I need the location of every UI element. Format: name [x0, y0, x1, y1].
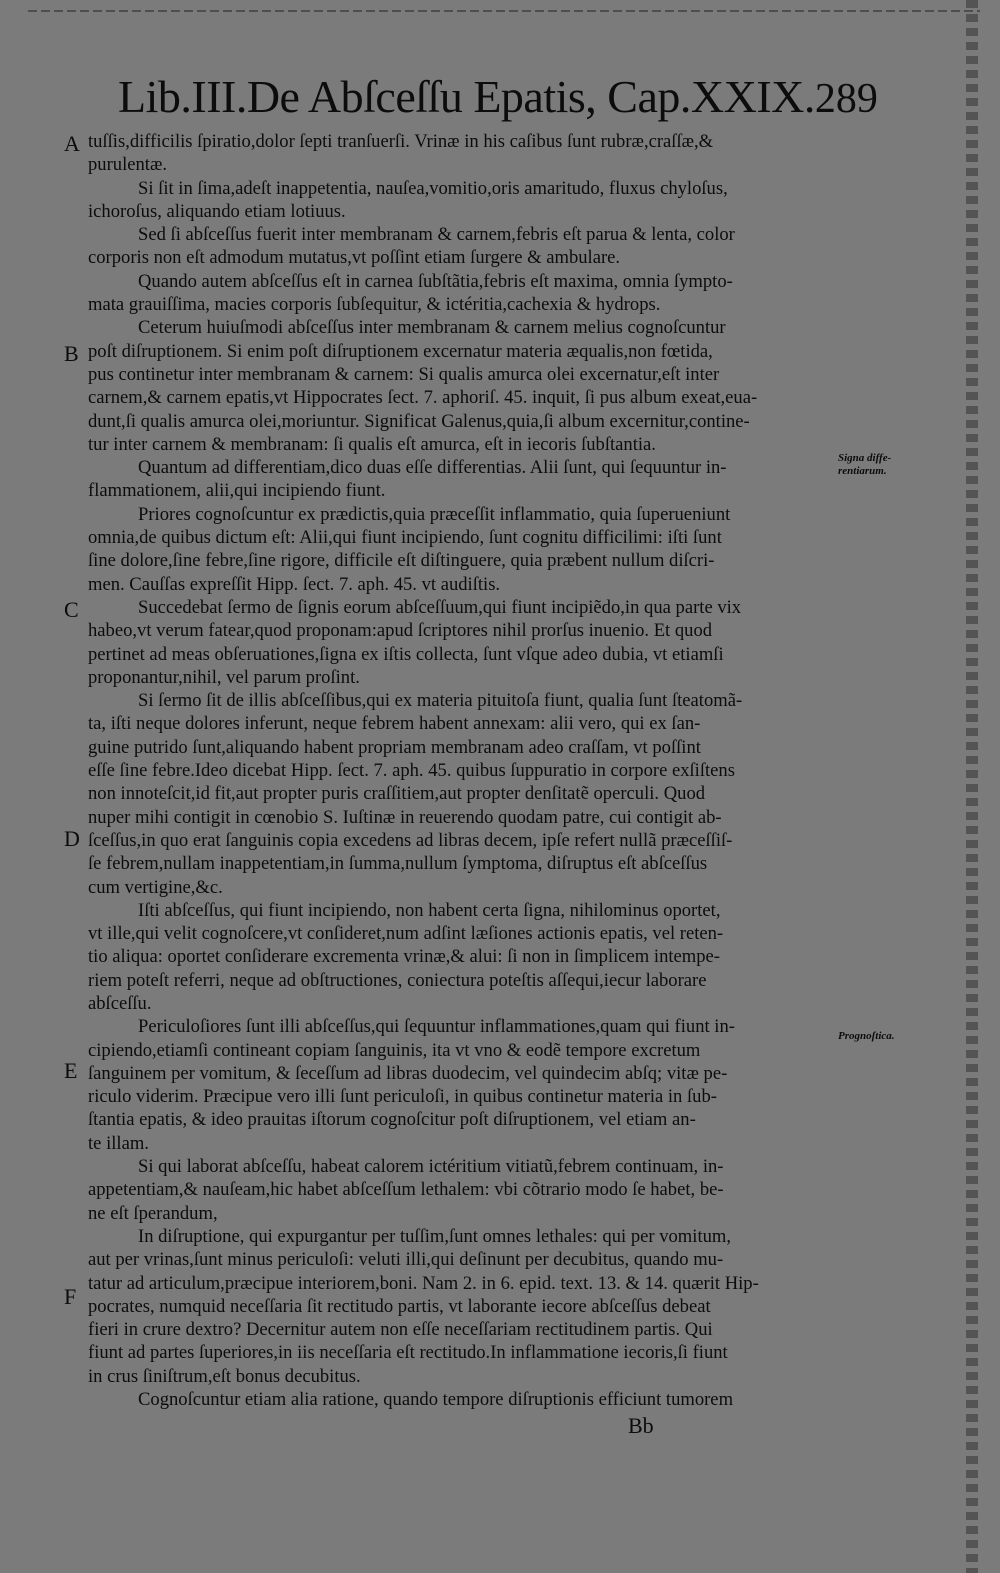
running-head: Lib.III.De Abſceſſu Epatis, Cap.XXIX. [118, 71, 815, 122]
section-marker-a: A [64, 131, 80, 156]
text-line: pocrates, numquid neceſſaria ſit rectitudo partis, vt laborante iecore abſceſſus debeat [88, 1295, 711, 1317]
side-note-signa: Signa diffe-rentiarum. [838, 452, 892, 477]
text-line: ne eſt ſperandum, [88, 1202, 218, 1224]
text-line: Sed ſi abſceſſus fuerit inter membranam & carnem,febris eſt parua & lenta, color [138, 224, 735, 246]
text-line: Ceterum huiuſmodi abſceſſus inter membranam & carnem melius cognoſcuntur [138, 317, 726, 339]
text-line: Quantum ad differentiam,dico duas eſſe differentias. Alii ſunt, qui ſequuntur in- [138, 457, 727, 479]
text-line: corporis non eſt admodum mutatus,vt poſſint etiam ſurgere & ambulare. [88, 247, 621, 269]
text-line: poſt diſruptionem. Si enim poſt diſruptionem excernatur materia æqualis,non fœtida, [88, 340, 713, 362]
text-line: men. Cauſſas expreſſit Hipp. ſect. 7. aph. 45. vt audiſtis. [88, 573, 501, 595]
page-number: 289 [814, 76, 878, 122]
text-line: Priores cognoſcuntur ex prædictis,quia præceſſit inflammatio, quia ſuperueniunt [138, 503, 731, 525]
text-line: fiunt ad partes ſuperiores,in iis neceſſaria eſt rectitudo.In inflammatione iecoris,ſi fiunt [88, 1342, 728, 1364]
text-line: te illam. [88, 1132, 149, 1154]
text-line: ſanguinem per vomitum, & ſeceſſum ad libras duodecim, vel quindecim abſq; vitæ pe- [88, 1062, 728, 1084]
text-line: proponantur,nihil, vel parum proſint. [88, 666, 360, 688]
section-marker-c: C [64, 597, 79, 622]
text-line: Succedebat ſermo de ſignis eorum abſceſſuum,qui fiunt incipiẽdo,in qua parte vix [138, 596, 742, 618]
text-line: habeo,vt verum fatear,quod proponam:apud ſcriptores nihil prorſus inuenio. Et quod [88, 620, 713, 642]
text-line: vt ille,qui velit cognoſcere,vt conſideret,num adſint læſiones actionis epatis, vel reten- [88, 923, 724, 945]
side-note-prognostica: Prognoſtica. [838, 1030, 895, 1042]
text-line: guine putrido ſunt,aliquando habent propriam membranam adeo craſſam, vt poſſint [88, 736, 701, 758]
text-line: carnem,& carnem epatis,vt Hippocrates ſect. 7. aphoriſ. 45. inquit, ſi pus album exeat,eua- [88, 387, 758, 409]
section-marker-d: D [64, 826, 80, 851]
text-line: non innoteſcit,id fit,aut propter puris craſſitiem,aut propter denſitatẽ operculi. Quod [88, 783, 706, 805]
text-line: nuper mihi contigit in cœnobio S. Iuſtinæ in reuerendo quodam patre, cui contigit ab- [88, 806, 722, 828]
text-line: ta, iſti neque dolores inferunt, neque febrem habent annexam: alii vero, qui ex ſan- [88, 713, 701, 735]
text-line: purulentæ. [88, 154, 168, 176]
signature-mark: Bb [628, 1413, 654, 1438]
text-line: Quando autem abſceſſus eſt in carnea ſubſtãtia,febris eſt maxima, omnia ſympto- [138, 270, 733, 292]
text-line: Si ſermo ſit de illis abſceſſibus,qui ex materia pituitoſa fiunt, qualia ſunt ſteatomã- [138, 690, 743, 712]
text-line: fieri in crure dextro? Decernitur autem non eſſe neceſſariam rectitudinem partis. Qui [88, 1319, 713, 1341]
text-line: in crus ſiniſtrum,eſt bonus decubitus. [88, 1365, 361, 1387]
text-line: mata grauiſſima, macies corporis ſubſequitur, & ictéritia,cachexia & hydrops. [88, 294, 661, 316]
text-line: Cognoſcuntur etiam alia ratione, quando tempore diſruptionis efficiunt tumorem [138, 1389, 734, 1411]
section-marker-b: B [64, 341, 79, 366]
text-line: omnia,de quibus dictum eſt: Alii,qui fiunt incipiendo, ſunt cognitu difficilimi: iſti ſunt [88, 527, 722, 549]
section-marker-f: F [64, 1284, 77, 1309]
page-edge [966, 0, 978, 1573]
text-line: cum vertigine,&c. [88, 876, 223, 898]
text-line: Iſti abſceſſus, qui fiunt incipiendo, non habent certa ſigna, nihilominus oportet, [138, 899, 721, 921]
section-marker-e: E [64, 1058, 78, 1083]
page-header [118, 70, 878, 123]
text-line: aut per vrinas,ſunt minus periculoſi: veluti illi,qui deſinunt per decubitus, quando mu- [88, 1249, 724, 1271]
text-line: riculo viderim. Præcipue vero illi ſunt periculoſi, in quibus continetur materia in ſub- [88, 1086, 717, 1108]
text-line: In diſruptione, qui expurgantur per tuſſim,ſunt omnes lethales: qui per vomitum, [138, 1225, 732, 1247]
text-line: tur inter carnem & membranam: ſi qualis eſt amurca, eſt in iecoris ſubſtantia. [88, 433, 656, 455]
top-rule [28, 10, 980, 12]
text-line: appetentiam,& nauſeam,hic habet abſceſſum lethalem: vbi cõtrario modo ſe habet, be- [88, 1179, 724, 1201]
text-line: Si ſit in ſima,adeſt inappetentia, nauſea,vomitio,oris amaritudo, fluxus chyloſus, [138, 177, 728, 199]
text-line: cipiendo,etiamſi contineant copiam ſanguinis, ita vt vno & eodẽ tempore excretum [88, 1039, 701, 1061]
text-line: ſceſſus,in quo erat ſanguinis copia excedens ad libras decem, ipſe refert nullã præceſſiſ- [88, 829, 733, 851]
text-line: ſtantia epatis, & ideo prauitas iſtorum cognoſcitur poſt diſruptionem, vel etiam an- [88, 1109, 696, 1131]
text-line: ſe febrem,nullam inappetentiam,in ſumma,nullum ſymptoma, diſruptus eſt abſceſſus [88, 853, 708, 875]
text-line: abſceſſu. [88, 992, 152, 1014]
text-line: ſine dolore,ſine febre,ſine rigore, difficile eſt diſtinguere, quia præbent nullum diſcri- [88, 550, 715, 572]
text-line: eſſe ſine febre.Ideo dicebat Hipp. ſect. 7. aph. 45. quibus ſuppuratio in corpore exſiſtens [88, 760, 735, 782]
text-line: riem poteſt referri, neque ad obſtructiones, coniectura poteſtis aſſequi,iecur laborare [88, 969, 707, 991]
text-line: tuſſis,difficilis ſpiratio,dolor ſepti tranſuerſi. Vrinæ in his caſibus ſunt rubræ,craſſæ,& [88, 131, 714, 152]
text-line: pus continetur inter membranam & carnem: Si qualis amurca olei excernatur,eſt inter [88, 363, 720, 385]
text-line: Si qui laborat abſceſſu, habeat calorem ictéritium vitiatũ,febrem continuam, in- [138, 1156, 724, 1178]
text-column [88, 130, 830, 1411]
text-line: Periculoſiores ſunt illi abſceſſus,qui ſequuntur inflammationes,quam qui fiunt in- [138, 1016, 735, 1038]
text-line: pertinet ad meas obſeruationes,ſigna ex iſtis collecta, ſunt vſque adeo dubia, vt etiamſi [88, 643, 724, 665]
text-line: tio aliqua: oportet conſiderare excrementa vrinæ,& alui: ſi non in ſimplicem intempe- [88, 946, 720, 968]
text-line: flammationem, alii,qui incipiendo fiunt. [88, 480, 386, 502]
text-line: ichoroſus, aliquando etiam lotiuus. [88, 200, 346, 222]
text-line: dunt,ſi qualis amurca olei,moriuntur. Significat Galenus,quia,ſi album excernitur,contine- [88, 410, 750, 432]
text-line: tatur ad articulum,præcipue interiorem,boni. Nam 2. in 6. epid. text. 13. & 14. quærit Hip- [88, 1272, 759, 1294]
